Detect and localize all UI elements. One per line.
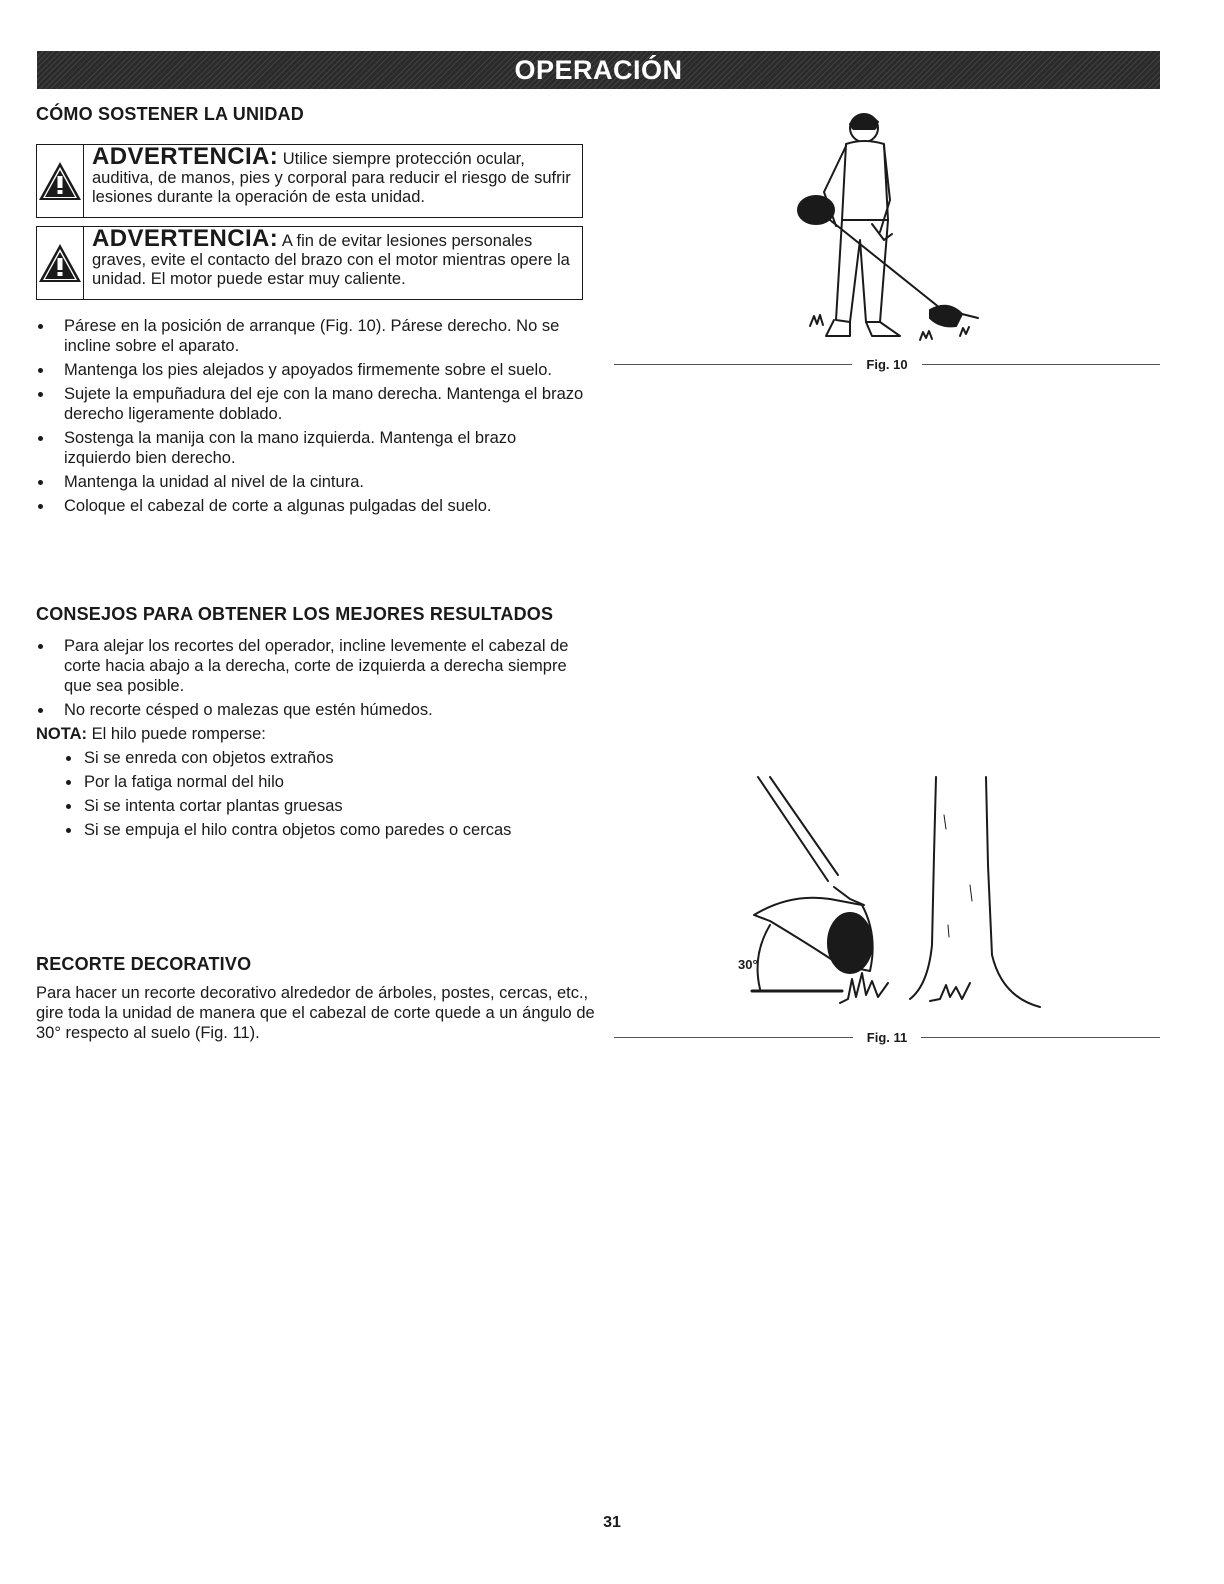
- list-item: Para alejar los recortes del operador, incline levemente el cabezal de corte hacia abajo a la derecha, corte de izquierda a derecha siempre que sea posible.: [36, 636, 576, 696]
- list-item: Si se empuja el hilo contra objetos como paredes o cercas: [64, 820, 576, 840]
- figure-10-caption: [614, 354, 1160, 374]
- list-item: Sostenga la manija con la mano izquierda. Mantenga el brazo izquierdo bien derecho.: [36, 428, 586, 468]
- note-text: El hilo puede romperse:: [91, 725, 266, 743]
- list-item: Por la fatiga normal del hilo: [64, 772, 576, 792]
- warning-triangle-icon: [37, 242, 83, 284]
- section-banner: OPERACIÓN: [37, 51, 1160, 89]
- list-item: Mantenga los pies alejados y apoyados firmemente sobre el suelo.: [36, 360, 586, 380]
- warning-text-1: Utilice siempre protección ocular, auditiva, de manos, pies y corporal para reducir el riesgo de sufrir lesiones durante la operación de esta unidad.: [92, 150, 571, 206]
- angle-label: 30°: [738, 957, 758, 972]
- figure-10-illustration: [780, 100, 1000, 360]
- page-number: 31: [603, 1514, 621, 1531]
- heading-como-sostener: CÓMO SOSTENER LA UNIDAD: [36, 104, 304, 124]
- heading-recorte-decorativo: RECORTE DECORATIVO: [36, 954, 252, 974]
- decorative-trim-paragraph: Para hacer un recorte decorativo alrededor de árboles, postes, cercas, etc., gire toda la unidad de manera que el cabezal de corte quede a un ángulo de 30° respecto al suelo (Fig. 11).: [36, 984, 595, 1042]
- list-item: Mantenga la unidad al nivel de la cintura.: [36, 472, 586, 492]
- figure-10-label: Fig. 10: [866, 356, 908, 372]
- tips-list: [36, 636, 576, 720]
- note-line: [36, 724, 576, 744]
- holding-instructions-list: [36, 316, 586, 516]
- figure-11-illustration: [730, 775, 1060, 1025]
- list-item: Párese en la posición de arranque (Fig. 10). Párese derecho. No se incline sobre el aparato.: [36, 316, 586, 356]
- warning-box-2: [36, 226, 583, 300]
- warning-text-2: A fin de evitar lesiones personales graves, evite el contacto del brazo con el motor mientras opere la unidad. El motor puede estar muy caliente.: [92, 232, 570, 288]
- note-sub-list: [36, 748, 576, 840]
- figure-11-label: Fig. 11: [866, 1029, 908, 1045]
- warning-title-1: ADVERTENCIA:: [92, 143, 279, 170]
- warning-title-2: ADVERTENCIA:: [92, 225, 279, 252]
- note-label: NOTA:: [36, 725, 88, 743]
- figure-11-caption: [614, 1027, 1160, 1047]
- warning-triangle-icon: [37, 160, 83, 202]
- list-item: Si se intenta cortar plantas gruesas: [64, 796, 576, 816]
- heading-consejos: CONSEJOS PARA OBTENER LOS MEJORES RESULTADOS: [36, 604, 554, 624]
- list-item: Si se enreda con objetos extraños: [64, 748, 576, 768]
- list-item: No recorte césped o malezas que estén húmedos.: [36, 700, 576, 720]
- list-item: Sujete la empuñadura del eje con la mano derecha. Mantenga el brazo derecho ligeramente doblado.: [36, 384, 586, 424]
- list-item: Coloque el cabezal de corte a algunas pulgadas del suelo.: [36, 496, 586, 516]
- warning-box-1: [36, 144, 583, 218]
